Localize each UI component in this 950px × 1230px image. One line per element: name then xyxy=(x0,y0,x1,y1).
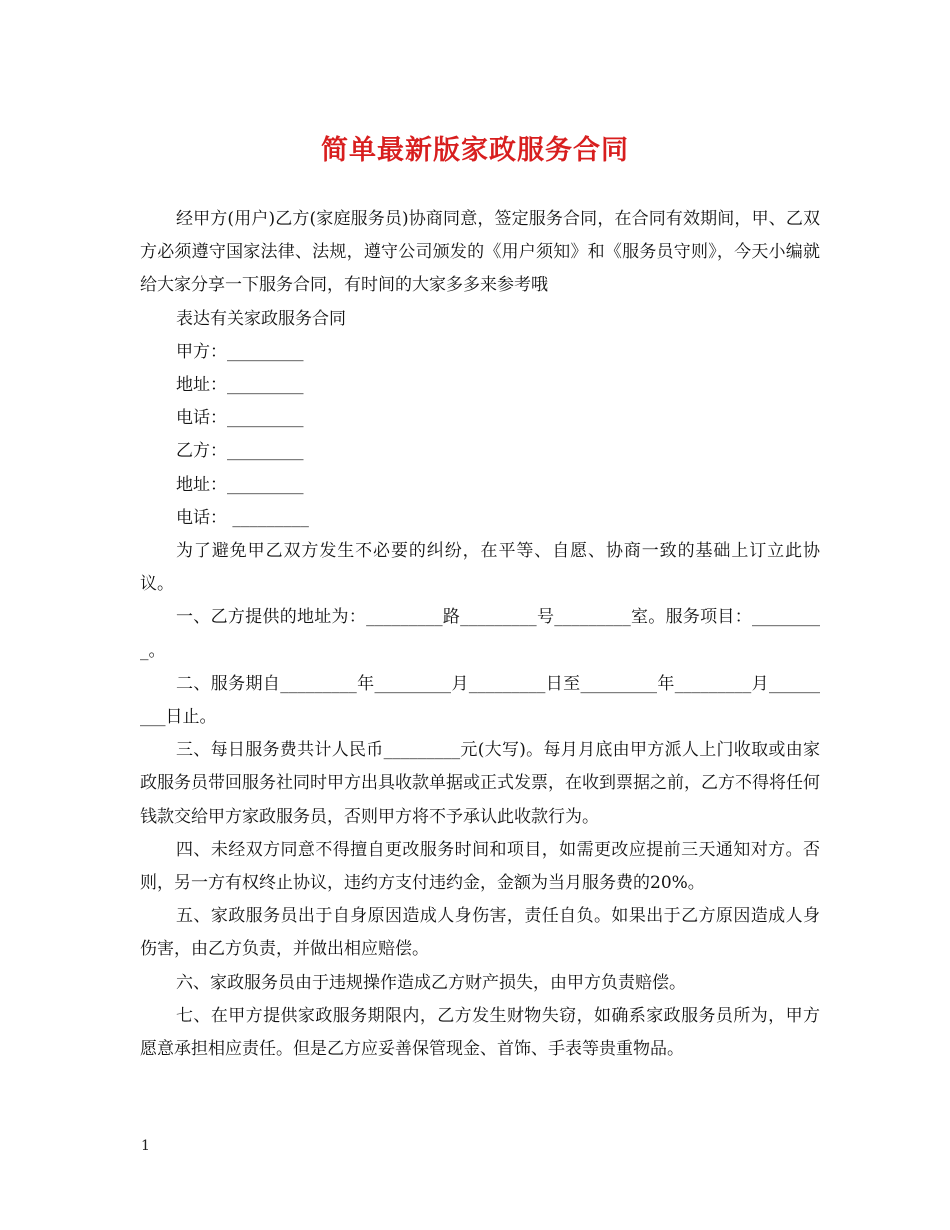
subtitle-line: 表达有关家政服务合同 xyxy=(176,308,346,329)
clause-1: 一、乙方提供的地址为：_________路_________号_________室。服务项目：_________。 xyxy=(140,607,820,661)
clause-4: 四、未经双方同意不得擅自更改服务时间和项目，如需更改应提前三天通知对方。否则，另一方有权终止协议，违约方支付违约金，金额为当月服务费的20%。 xyxy=(140,839,820,894)
preamble-paragraph: 为了避免甲乙双方发生不必要的纠纷，在平等、自愿、协商一致的基础上订立此协议。 xyxy=(140,541,820,595)
intro-paragraph: 经甲方(用户)乙方(家庭服务员)协商同意，签定服务合同，在合同有效期间，甲、乙双方必须遵守国家法律、法规，遵守公司颁发的《用户须知》和《服务员守则》，今天小编就给大家分享一下服务合同，有时间的大家多多来参考哦 xyxy=(140,209,820,296)
party-b-address-line: 地址：_________ xyxy=(176,474,304,495)
document-body xyxy=(140,203,820,1066)
party-b-phone-line: 电话： _________ xyxy=(176,507,309,528)
clause-3: 三、每日服务费共计人民币_________元(大写)。每月月底由甲方派人上门收取或由家政服务员带回服务社同时甲方出具收款单据或正式发票，在收到票据之前，乙方不得将任何钱款交给甲方家政服务员，否则甲方将不予承认此收款行为。 xyxy=(140,740,820,827)
clause-6: 六、家政服务员由于违规操作造成乙方财产损失，由甲方负责赔偿。 xyxy=(176,972,686,993)
clause-2: 二、服务期自_________年_________月_________日至_________年_________月_________日止。 xyxy=(140,673,820,728)
party-a-address-line: 地址：_________ xyxy=(176,375,304,396)
party-a-line: 甲方：_________ xyxy=(176,341,304,362)
clause-5: 五、家政服务员出于自身原因造成人身伤害，责任自负。如果出于乙方原因造成人身伤害，由乙方负责，并做出相应赔偿。 xyxy=(140,906,820,960)
page-number: 1 xyxy=(141,1138,150,1154)
clause-7: 七、在甲方提供家政服务期限内，乙方发生财物失窃，如确系家政服务员所为，甲方愿意承担相应责任。但是乙方应妥善保管现金、首饰、手表等贵重物品。 xyxy=(140,1005,820,1060)
document-title: 简单最新版家政服务合同 xyxy=(321,135,629,166)
party-a-phone-line: 电话：_________ xyxy=(176,408,304,429)
party-b-line: 乙方：_________ xyxy=(176,441,304,462)
